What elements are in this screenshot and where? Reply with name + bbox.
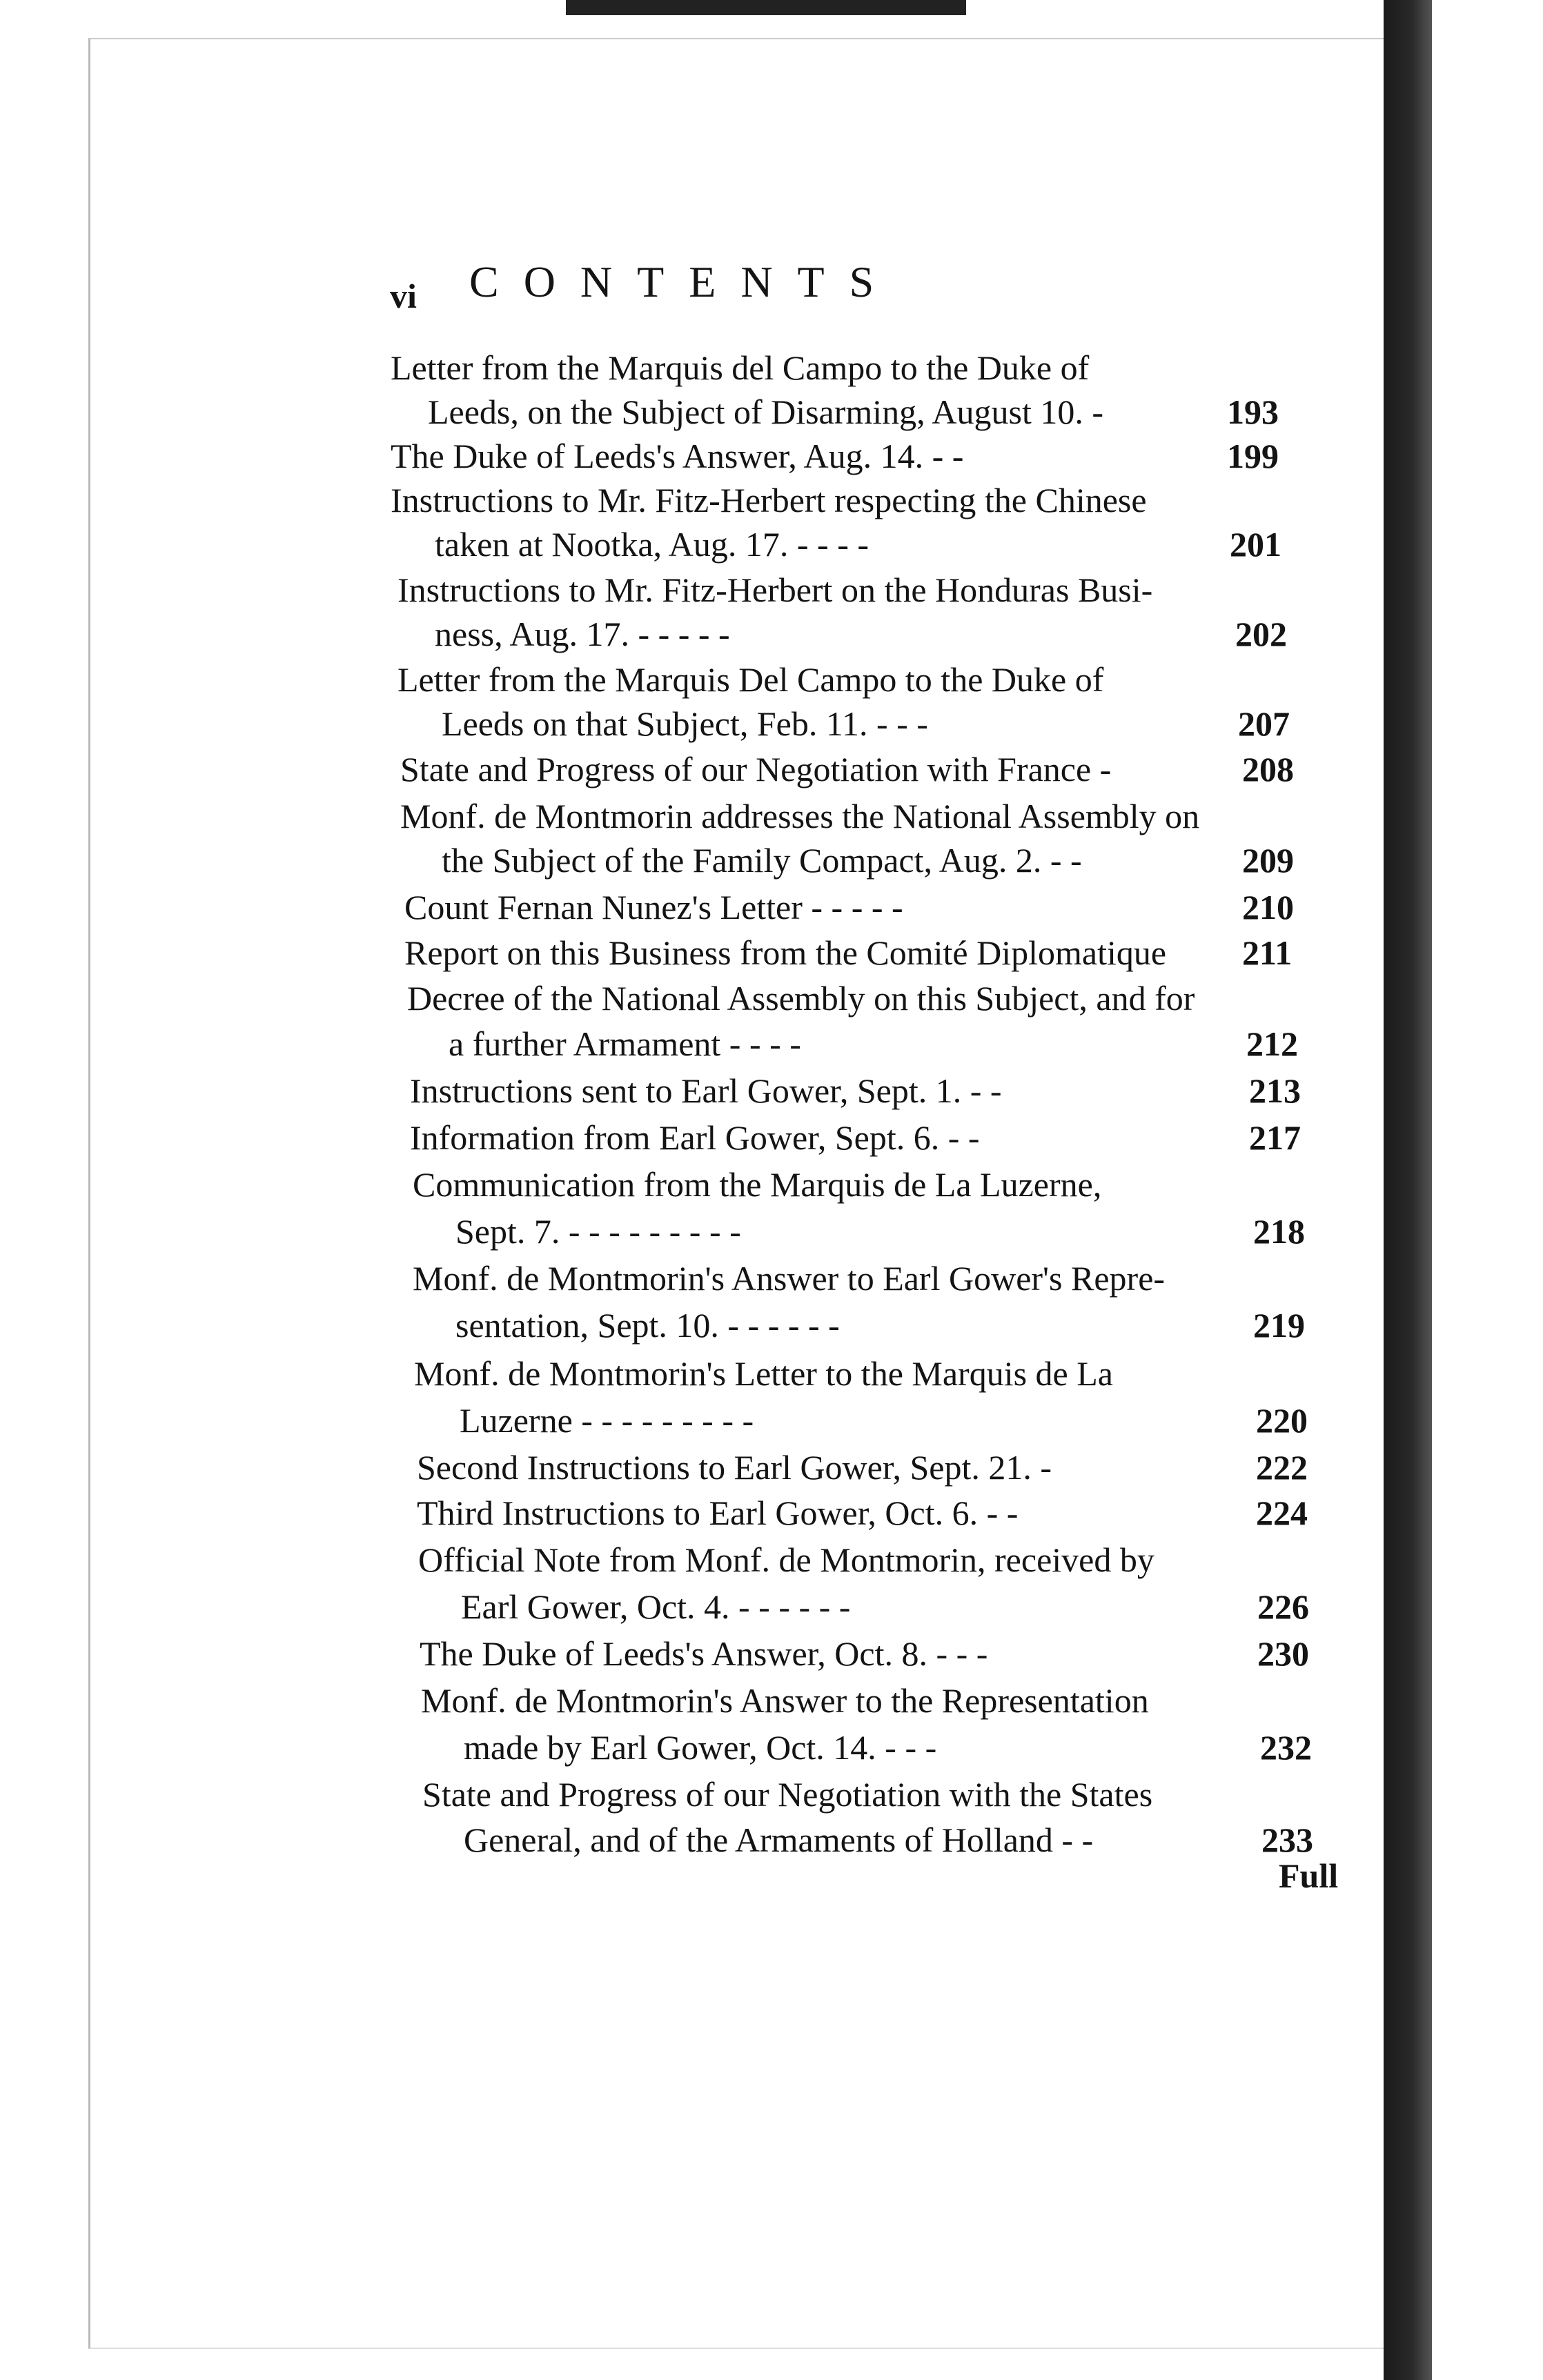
toc-entry-line: Luzerne - - - - - - - - - [460, 1401, 754, 1440]
toc-page-number: 207 [1238, 704, 1290, 743]
toc-entry-line: State and Progress of our Negotiation with the States [422, 1775, 1153, 1814]
toc-entry-line: Letter from the Marquis Del Campo to the Duke of [397, 660, 1104, 699]
toc-page-number: 210 [1242, 888, 1294, 926]
toc-entry-line: a further Armament - - - - [449, 1024, 801, 1063]
toc-entry-line: Instructions sent to Earl Gower, Sept. 1. - - [410, 1071, 1002, 1110]
toc-page-number: 193 [1227, 393, 1279, 431]
toc-entry-line: Instructions to Mr. Fitz-Herbert on the Honduras Busi- [397, 571, 1153, 609]
toc-entry-line: Count Fernan Nunez's Letter - - - - - [404, 888, 903, 926]
toc-page-number: 224 [1256, 1494, 1308, 1532]
toc-entry-line: The Duke of Leeds's Answer, Aug. 14. - - [391, 437, 964, 475]
toc-page-number: 220 [1256, 1401, 1308, 1440]
toc-entry-line: Decree of the National Assembly on this Subject, and for [407, 979, 1195, 1018]
toc-entry-line: Monf. de Montmorin's Answer to Earl Gower's Repre- [413, 1259, 1166, 1298]
toc-entry-line: made by Earl Gower, Oct. 14. - - - [464, 1728, 937, 1767]
toc-entry-line: Sept. 7. - - - - - - - - - [455, 1212, 741, 1251]
toc-entry-line: Monf. de Montmorin's Answer to the Representation [421, 1681, 1149, 1720]
toc-entry-line: the Subject of the Family Compact, Aug. 2. - - [442, 841, 1082, 880]
toc-entry-line: Official Note from Monf. de Montmorin, received by [418, 1540, 1154, 1579]
toc-entry-line: Second Instructions to Earl Gower, Sept. 21. - [417, 1448, 1052, 1487]
toc-page-number: 201 [1230, 525, 1281, 564]
toc-entry-line: Leeds on that Subject, Feb. 11. - - - [442, 704, 928, 743]
toc-page-number: 212 [1246, 1024, 1298, 1063]
catchword: Full [1279, 1856, 1339, 1895]
page-folio: vi [390, 277, 417, 315]
toc-entry-line: taken at Nootka, Aug. 17. - - - - [435, 525, 869, 564]
toc-entry-line: Communication from the Marquis de La Luzerne, [413, 1165, 1102, 1204]
toc-page-number: 219 [1253, 1306, 1305, 1345]
toc-page-number: 199 [1227, 437, 1279, 475]
toc-entry-line: Third Instructions to Earl Gower, Oct. 6. - - [417, 1494, 1019, 1532]
toc-page-number: 211 [1242, 933, 1293, 972]
toc-entry-line: Leeds, on the Subject of Disarming, August 10. - [428, 393, 1104, 431]
toc-entry-line: State and Progress of our Negotiation with France - [400, 750, 1112, 789]
toc-page-number: 217 [1249, 1118, 1301, 1157]
toc-entry-line: Report on this Business from the Comité Diplomatique [404, 933, 1167, 972]
toc-entry-line: General, and of the Armaments of Holland - - [464, 1821, 1094, 1859]
toc-entry-line: Information from Earl Gower, Sept. 6. - - [410, 1118, 980, 1157]
toc-page-number: 230 [1257, 1634, 1309, 1673]
toc-entry-line: Letter from the Marquis del Campo to the Duke of [391, 348, 1090, 387]
toc-entry-line: Monf. de Montmorin addresses the National Assembly on [400, 797, 1200, 835]
toc-entry-line: Monf. de Montmorin's Letter to the Marquis de La [414, 1354, 1113, 1393]
toc-page-number: 218 [1253, 1212, 1305, 1251]
toc-page-number: 222 [1256, 1448, 1308, 1487]
toc-page-number: 233 [1261, 1821, 1313, 1859]
toc-page-number: 202 [1235, 615, 1287, 653]
toc-page-number: 232 [1260, 1728, 1312, 1767]
toc-entry-line: Instructions to Mr. Fitz-Herbert respecting the Chinese [391, 481, 1147, 519]
toc-page-number: 208 [1242, 750, 1294, 789]
toc-page-number: 213 [1249, 1071, 1301, 1110]
toc-entry-line: sentation, Sept. 10. - - - - - - [455, 1306, 840, 1345]
toc-page-number: 226 [1257, 1587, 1309, 1626]
toc-entry-line: ness, Aug. 17. - - - - - [435, 615, 730, 653]
toc-entry-line: Earl Gower, Oct. 4. - - - - - - [461, 1587, 851, 1626]
toc-page-number: 209 [1242, 841, 1294, 880]
toc-entry-line: The Duke of Leeds's Answer, Oct. 8. - - - [420, 1634, 988, 1673]
running-title: CONTENTS [469, 257, 899, 306]
